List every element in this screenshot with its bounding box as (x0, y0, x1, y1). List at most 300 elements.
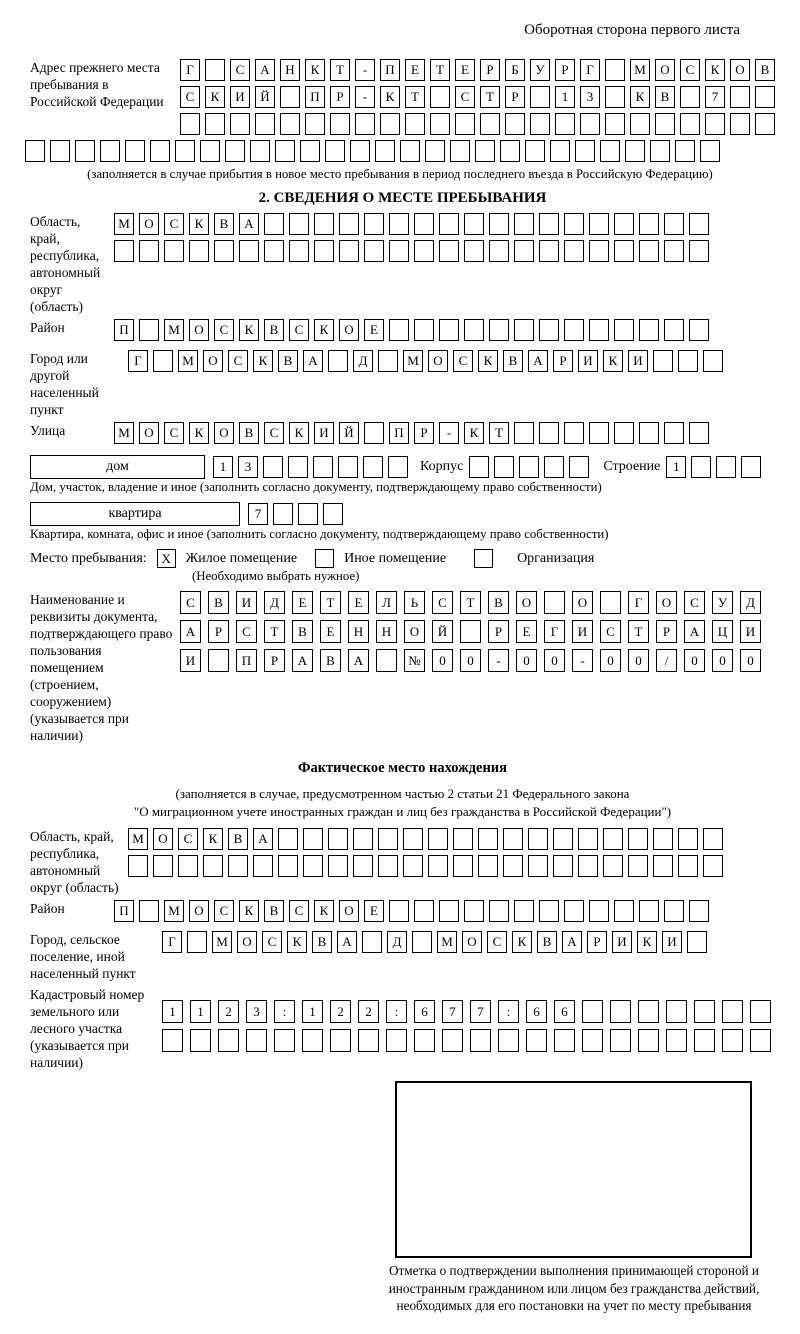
char-cell: О (339, 319, 359, 341)
char-cell (689, 422, 709, 444)
char-cell: С (180, 86, 200, 108)
char-cell (639, 240, 659, 262)
char-cell (162, 1029, 183, 1052)
char-cell (128, 855, 148, 877)
char-cell: А (348, 649, 369, 672)
prev-address-rows (180, 59, 775, 140)
char-cell (253, 855, 273, 877)
char-cell (205, 113, 225, 135)
char-cell (600, 140, 620, 162)
char-cell (514, 319, 534, 341)
actual-district-label: Район (30, 901, 65, 917)
char-cell (314, 240, 334, 262)
char-cell: К (305, 59, 325, 81)
char-cell: № (404, 649, 425, 672)
char-cell (214, 240, 234, 262)
char-cell: С (455, 86, 475, 108)
char-cell: К (637, 931, 657, 953)
cadastral-row-1 (162, 1000, 771, 1023)
char-cell (439, 213, 459, 235)
char-cell (300, 140, 320, 162)
char-cell (453, 828, 473, 850)
house-block (30, 455, 775, 479)
char-cell: Д (264, 591, 285, 614)
char-cell (650, 140, 670, 162)
actual-region-row-1 (128, 828, 723, 850)
char-cell: В (264, 319, 284, 341)
char-cell: Е (348, 591, 369, 614)
char-cell: Р (656, 620, 677, 643)
char-cell (303, 855, 323, 877)
char-cell (150, 140, 170, 162)
char-cell (544, 456, 564, 478)
char-cell: 1 (666, 456, 686, 478)
char-cell: 2 (218, 1000, 239, 1023)
char-cell: М (114, 213, 134, 235)
char-cell (278, 828, 298, 850)
char-cell (338, 456, 358, 478)
char-cell: Ц (712, 620, 733, 643)
char-cell (525, 140, 545, 162)
char-cell (264, 213, 284, 235)
char-cell (414, 240, 434, 262)
char-cell: Т (264, 620, 285, 643)
char-cell (589, 900, 609, 922)
char-cell (455, 113, 475, 135)
cadastral-rows (162, 986, 771, 1058)
char-cell (689, 240, 709, 262)
char-cell: Р (505, 86, 525, 108)
char-cell (653, 855, 673, 877)
char-cell (578, 828, 598, 850)
char-cell (639, 213, 659, 235)
char-cell (722, 1000, 743, 1023)
char-cell (639, 319, 659, 341)
char-cell (389, 319, 409, 341)
char-cell (564, 240, 584, 262)
char-cell (428, 855, 448, 877)
actual-region-row-2 (128, 855, 723, 877)
char-cell (694, 1029, 715, 1052)
char-cell (638, 1000, 659, 1023)
char-cell (425, 140, 445, 162)
char-cell (750, 1000, 771, 1023)
char-cell (280, 86, 300, 108)
char-cell (376, 649, 397, 672)
char-cell: 6 (414, 1000, 435, 1023)
residential-label: Жилое помещение (185, 550, 298, 566)
char-cell (400, 140, 420, 162)
char-cell: С (289, 900, 309, 922)
char-cell (730, 86, 750, 108)
char-cell (298, 503, 318, 525)
char-cell (689, 213, 709, 235)
char-cell: Г (544, 620, 565, 643)
char-cell: В (214, 213, 234, 235)
char-cell: О (189, 900, 209, 922)
char-cell (478, 828, 498, 850)
char-cell: О (462, 931, 482, 953)
char-cell: О (139, 213, 159, 235)
char-cell: П (114, 319, 134, 341)
char-cell: Д (353, 350, 373, 372)
char-cell: Т (480, 86, 500, 108)
char-cell (503, 855, 523, 877)
char-cell: С (289, 319, 309, 341)
char-cell: С (214, 900, 234, 922)
char-cell: К (287, 931, 307, 953)
char-cell: 7 (248, 503, 268, 525)
char-cell (302, 1029, 323, 1052)
actual-location-title: Фактическое место нахождения (298, 760, 507, 776)
actual-district-row (114, 900, 709, 922)
char-cell: К (603, 350, 623, 372)
char-cell: 0 (684, 649, 705, 672)
char-cell (430, 113, 450, 135)
char-cell (375, 140, 395, 162)
char-cell: С (164, 213, 184, 235)
char-cell: С (164, 422, 184, 444)
char-cell (689, 900, 709, 922)
char-cell (328, 350, 348, 372)
prev-address-block (30, 59, 775, 140)
char-cell (378, 855, 398, 877)
char-cell: О (339, 900, 359, 922)
char-cell: С (600, 620, 621, 643)
street-row (114, 422, 709, 444)
char-cell (614, 213, 634, 235)
char-cell (564, 319, 584, 341)
district-label: Район (30, 320, 65, 335)
char-cell: С (453, 350, 473, 372)
actual-district-block (30, 900, 775, 927)
char-cell (363, 456, 383, 478)
char-cell: В (228, 828, 248, 850)
char-cell (750, 1029, 771, 1052)
char-cell: М (212, 931, 232, 953)
house-caption: Дом, участок, владение и иное (заполнить согласно документу, подтверждающему право собственности) (30, 480, 602, 494)
char-cell: П (389, 422, 409, 444)
char-cell: В (278, 350, 298, 372)
actual-location-note-1: (заполняется в случае, предусмотренном частью 2 статьи 21 Федерального закона (175, 786, 630, 801)
char-cell (218, 1029, 239, 1052)
char-cell: Е (364, 900, 384, 922)
char-cell (605, 59, 625, 81)
char-cell (478, 855, 498, 877)
char-cell (464, 900, 484, 922)
char-cell: Р (480, 59, 500, 81)
char-cell (239, 240, 259, 262)
char-cell: К (380, 86, 400, 108)
char-cell (278, 855, 298, 877)
char-cell: Г (628, 591, 649, 614)
char-cell: 2 (358, 1000, 379, 1023)
char-cell: И (662, 931, 682, 953)
stamp-caption: Отметка о подтверждении выполнения принимающей стороной и иностранным гражданином или лицом без гражданства действий, необходимых для его постановки на учет по месту пребывания (388, 1263, 760, 1313)
char-cell: 0 (516, 649, 537, 672)
char-cell (430, 86, 450, 108)
char-cell: К (253, 350, 273, 372)
prev-address-label: Адрес прежнего места пребывания в Российской Федерации (30, 60, 164, 109)
char-cell: Е (364, 319, 384, 341)
char-cell: Р (555, 59, 575, 81)
char-cell (580, 113, 600, 135)
char-cell (464, 213, 484, 235)
char-cell: О (428, 350, 448, 372)
char-cell (625, 140, 645, 162)
region-label: Область, край, республика, автономный округ (область) (30, 214, 101, 314)
char-cell (339, 213, 359, 235)
char-cell: С (230, 59, 250, 81)
char-cell (275, 140, 295, 162)
char-cell (639, 422, 659, 444)
char-cell: Р (330, 86, 350, 108)
char-cell: Г (180, 59, 200, 81)
char-cell: К (239, 900, 259, 922)
char-cell: И (612, 931, 632, 953)
char-cell (564, 900, 584, 922)
char-cell (489, 900, 509, 922)
char-cell (639, 900, 659, 922)
char-cell (503, 828, 523, 850)
char-cell (500, 140, 520, 162)
char-cell: А (239, 213, 259, 235)
char-cell (439, 240, 459, 262)
char-cell (614, 900, 634, 922)
char-cell (362, 931, 382, 953)
char-cell (289, 240, 309, 262)
char-cell (610, 1029, 631, 1052)
char-cell: 7 (470, 1000, 491, 1023)
char-cell: Е (292, 591, 313, 614)
char-cell (555, 113, 575, 135)
char-cell: Е (320, 620, 341, 643)
char-cell: О (203, 350, 223, 372)
char-cell: Д (740, 591, 761, 614)
char-cell: 1 (555, 86, 575, 108)
char-cell: С (228, 350, 248, 372)
char-cell: С (432, 591, 453, 614)
char-cell: В (264, 900, 284, 922)
char-cell: М (403, 350, 423, 372)
char-cell: М (437, 931, 457, 953)
char-cell: Е (405, 59, 425, 81)
char-cell: И (230, 86, 250, 108)
char-cell (439, 900, 459, 922)
char-cell: И (740, 620, 761, 643)
char-cell: : (498, 1000, 519, 1023)
char-cell (412, 931, 432, 953)
char-cell: Г (128, 350, 148, 372)
char-cell: В (655, 86, 675, 108)
char-cell (205, 59, 225, 81)
char-cell: И (180, 649, 201, 672)
char-cell (350, 140, 370, 162)
char-cell (314, 213, 334, 235)
char-cell (180, 113, 200, 135)
char-cell (330, 113, 350, 135)
district-block (30, 319, 775, 346)
char-cell: 0 (544, 649, 565, 672)
char-cell (514, 900, 534, 922)
korpus-cells (469, 456, 589, 478)
char-cell: В (488, 591, 509, 614)
char-cell: С (178, 828, 198, 850)
char-cell (564, 422, 584, 444)
char-cell: Г (580, 59, 600, 81)
char-cell: К (478, 350, 498, 372)
region-row-2 (114, 240, 709, 262)
char-cell (378, 828, 398, 850)
char-cell: Р (208, 620, 229, 643)
char-cell: Р (264, 649, 285, 672)
district-row (114, 319, 709, 341)
char-cell (678, 350, 698, 372)
char-cell: 6 (526, 1000, 547, 1023)
char-cell (323, 503, 343, 525)
char-cell: - (572, 649, 593, 672)
char-cell: Л (376, 591, 397, 614)
actual-region-block (30, 828, 775, 896)
char-cell: - (355, 59, 375, 81)
char-cell (755, 86, 775, 108)
char-cell (664, 213, 684, 235)
char-cell (414, 319, 434, 341)
char-cell: М (128, 828, 148, 850)
char-cell: М (114, 422, 134, 444)
char-cell (339, 240, 359, 262)
char-cell (263, 456, 283, 478)
char-cell (603, 855, 623, 877)
char-cell (678, 855, 698, 877)
char-cell: 0 (628, 649, 649, 672)
doc-row-1 (180, 591, 761, 614)
char-cell (544, 591, 565, 614)
char-cell: Р (587, 931, 607, 953)
char-cell: Н (348, 620, 369, 643)
char-cell (589, 422, 609, 444)
char-cell (364, 240, 384, 262)
char-cell (589, 319, 609, 341)
char-cell (330, 1029, 351, 1052)
char-cell (514, 422, 534, 444)
char-cell (470, 1029, 491, 1052)
char-cell: В (312, 931, 332, 953)
char-cell (139, 319, 159, 341)
char-cell (628, 828, 648, 850)
char-cell (666, 1000, 687, 1023)
char-cell (187, 931, 207, 953)
char-cell (514, 240, 534, 262)
char-cell: Й (339, 422, 359, 444)
char-cell (700, 140, 720, 162)
char-cell (364, 422, 384, 444)
char-cell (464, 319, 484, 341)
char-cell (273, 503, 293, 525)
stay-type-row (30, 549, 775, 568)
char-cell: - (355, 86, 375, 108)
char-cell: У (530, 59, 550, 81)
actual-city-row (162, 931, 707, 953)
stroenie-label: Строение (603, 459, 661, 474)
char-cell (653, 828, 673, 850)
char-cell: Р (553, 350, 573, 372)
char-cell (630, 113, 650, 135)
char-cell (453, 855, 473, 877)
char-cell (569, 456, 589, 478)
char-cell (687, 931, 707, 953)
char-cell (638, 1029, 659, 1052)
char-cell: 1 (213, 456, 233, 478)
char-cell: 6 (554, 1000, 575, 1023)
char-cell: Е (455, 59, 475, 81)
char-cell (554, 1029, 575, 1052)
char-cell (414, 900, 434, 922)
char-cell: О (139, 422, 159, 444)
street-block (30, 422, 775, 449)
char-cell (694, 1000, 715, 1023)
char-cell (230, 113, 250, 135)
city-row (128, 350, 723, 372)
char-cell (139, 240, 159, 262)
char-cell (664, 319, 684, 341)
char-cell (519, 456, 539, 478)
char-cell: Ь (404, 591, 425, 614)
char-cell (414, 213, 434, 235)
char-cell: 7 (442, 1000, 463, 1023)
other-premises-checkbox (315, 549, 334, 568)
char-cell (153, 350, 173, 372)
char-cell: В (537, 931, 557, 953)
char-cell (450, 140, 470, 162)
char-cell: С (236, 620, 257, 643)
city-label: Город или другой населенный пункт (30, 351, 99, 417)
page-header-note: Оборотная сторона первого листа (524, 22, 740, 38)
doc-block (30, 591, 775, 744)
char-cell (288, 456, 308, 478)
char-cell: - (488, 649, 509, 672)
char-cell: 1 (302, 1000, 323, 1023)
char-cell (528, 828, 548, 850)
char-cell: С (684, 591, 705, 614)
char-cell (175, 140, 195, 162)
char-cell (203, 855, 223, 877)
char-cell (489, 240, 509, 262)
char-cell: 3 (246, 1000, 267, 1023)
char-cell (460, 620, 481, 643)
char-cell (550, 140, 570, 162)
char-cell: Р (414, 422, 434, 444)
char-cell (190, 1029, 211, 1052)
actual-city-block (30, 931, 775, 982)
char-cell (200, 140, 220, 162)
char-cell: В (292, 620, 313, 643)
actual-city-label: Город, сельское поселение, иной населенный пункт (30, 932, 136, 982)
char-cell: О (655, 59, 675, 81)
char-cell: Й (255, 86, 275, 108)
char-cell: Б (505, 59, 525, 81)
char-cell: К (314, 900, 334, 922)
char-cell: 0 (432, 649, 453, 672)
char-cell: 2 (330, 1000, 351, 1023)
other-premises-label: Иное помещение (344, 550, 447, 566)
char-cell (600, 591, 621, 614)
char-cell (703, 350, 723, 372)
char-cell: О (516, 591, 537, 614)
char-cell (526, 1029, 547, 1052)
char-cell: К (705, 59, 725, 81)
char-cell (464, 240, 484, 262)
